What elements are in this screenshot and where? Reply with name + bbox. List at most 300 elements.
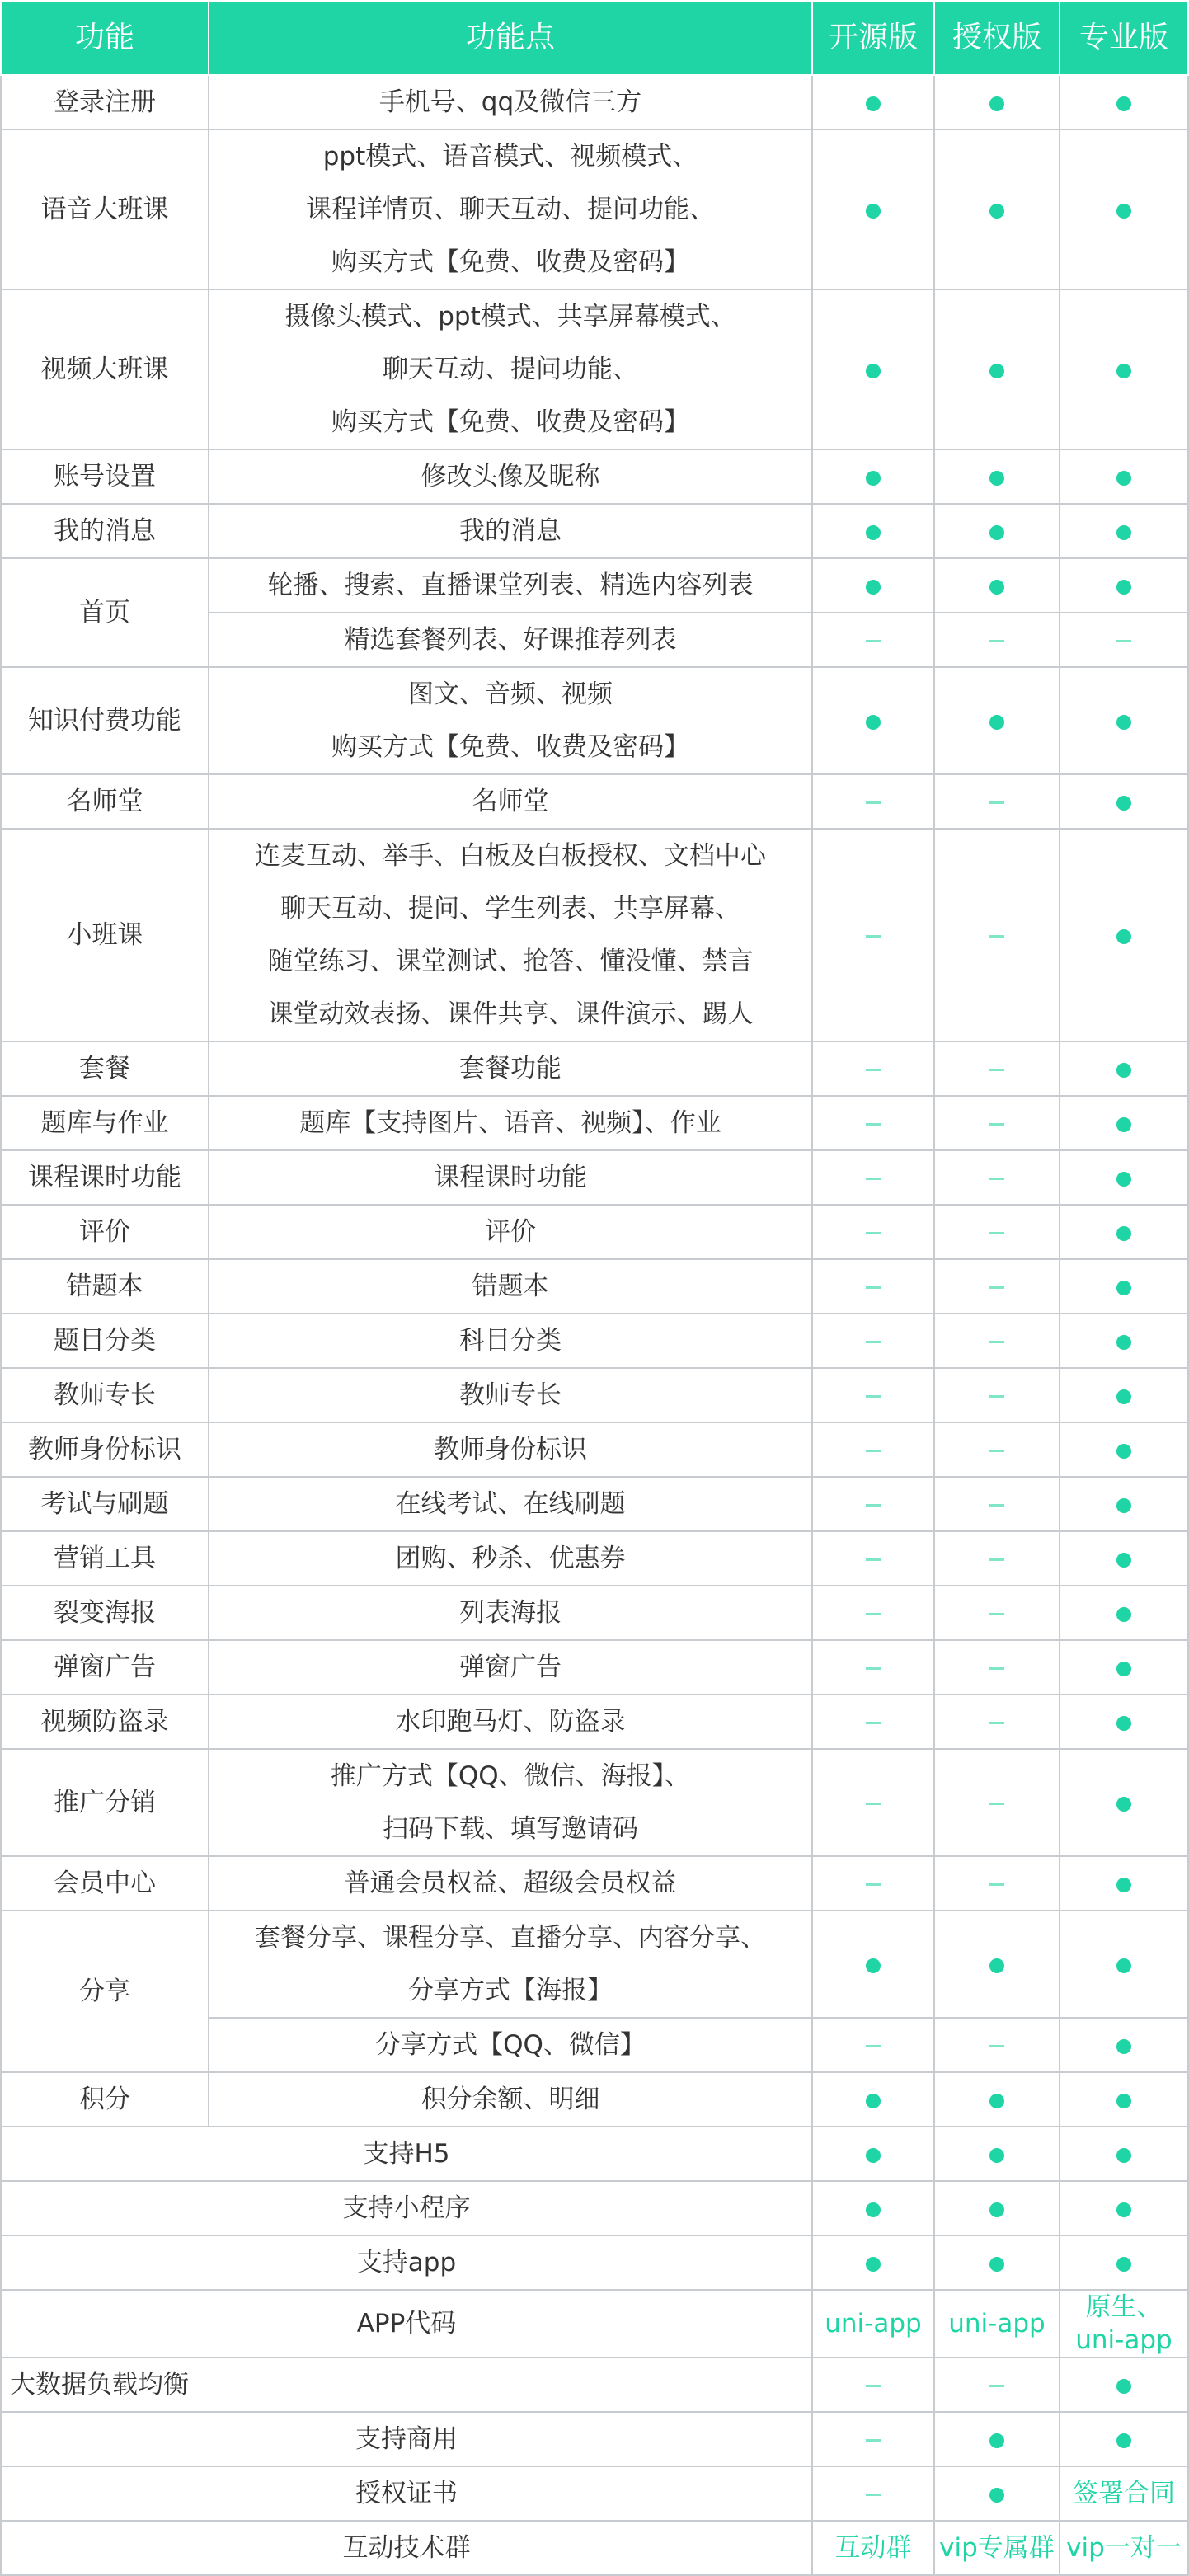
supported-dot-icon xyxy=(866,1958,881,1973)
table-row xyxy=(1,1586,1188,1640)
unsupported-dash-icon xyxy=(989,1803,1004,1805)
supported-dot-icon xyxy=(989,715,1004,730)
cell-pro xyxy=(1060,774,1188,829)
cell-licensed xyxy=(934,2412,1060,2466)
cell-text: 互动群 xyxy=(834,2533,912,2563)
unsupported-dash-icon xyxy=(866,1667,881,1670)
cell-licensed xyxy=(934,129,1060,289)
cell-pro xyxy=(1060,1856,1188,1911)
table-row xyxy=(1,2412,1188,2466)
feature-point-line: 分享方式【海报】 xyxy=(408,1976,613,2005)
cell-licensed xyxy=(934,1096,1060,1150)
cell-licensed xyxy=(934,1911,1060,2018)
table-row xyxy=(1,1749,1188,1856)
supported-dot-icon xyxy=(866,2257,881,2272)
supported-dot-icon xyxy=(1116,1607,1131,1622)
feature-points xyxy=(209,2072,812,2127)
supported-dot-icon xyxy=(989,204,1004,219)
unsupported-dash-icon xyxy=(989,2045,1004,2047)
cell-open xyxy=(812,289,934,449)
unsupported-dash-icon xyxy=(866,1232,881,1234)
cell-pro xyxy=(1060,2018,1188,2072)
feature-points xyxy=(209,829,812,1041)
supported-dot-icon xyxy=(1116,1797,1131,1812)
unsupported-dash-icon xyxy=(989,1069,1004,1071)
cell-licensed xyxy=(934,1477,1060,1531)
cell-pro xyxy=(1060,2235,1188,2290)
table-row xyxy=(1,2521,1188,2575)
cell-pro xyxy=(1060,289,1188,449)
cell-licensed xyxy=(934,2521,1060,2575)
unsupported-dash-icon xyxy=(866,2045,881,2047)
feature-point-line: 团购、秒杀、优惠券 xyxy=(395,1544,626,1573)
cell-open xyxy=(812,1041,934,1096)
supported-dot-icon xyxy=(1116,471,1131,486)
cell-open xyxy=(812,2412,934,2466)
supported-dot-icon xyxy=(1116,2202,1131,2217)
cell-licensed xyxy=(934,1586,1060,1640)
cell-open xyxy=(812,558,934,613)
feature-name: 登录注册 xyxy=(1,75,209,129)
table-row xyxy=(1,1477,1188,1531)
feature-name: 支持H5 xyxy=(1,2127,812,2181)
supported-dot-icon xyxy=(866,2148,881,2163)
cell-open xyxy=(812,1314,934,1368)
cell-licensed xyxy=(934,75,1060,129)
table-row xyxy=(1,558,1188,613)
cell-licensed xyxy=(934,1422,1060,1477)
cell-pro xyxy=(1060,1695,1188,1749)
table-row xyxy=(1,504,1188,558)
unsupported-dash-icon xyxy=(989,1883,1004,1886)
feature-points xyxy=(209,1368,812,1422)
supported-dot-icon xyxy=(1116,525,1131,540)
cell-open xyxy=(812,1749,934,1856)
feature-point-line: 弹窗广告 xyxy=(459,1652,562,1682)
supported-dot-icon xyxy=(866,471,881,486)
table-row xyxy=(1,2072,1188,2127)
table-row xyxy=(1,2466,1188,2521)
supported-dot-icon xyxy=(866,96,881,111)
cell-pro xyxy=(1060,613,1188,667)
unsupported-dash-icon xyxy=(989,1722,1004,1724)
supported-dot-icon xyxy=(866,715,881,730)
cell-pro xyxy=(1060,2357,1188,2412)
table-row xyxy=(1,1640,1188,1695)
cell-open xyxy=(812,1531,934,1586)
feature-points xyxy=(209,1150,812,1205)
cell-pro xyxy=(1060,504,1188,558)
table-row xyxy=(1,75,1188,129)
feature-name: APP代码 xyxy=(1,2290,812,2357)
cell-licensed xyxy=(934,2290,1060,2357)
unsupported-dash-icon xyxy=(866,1123,881,1126)
cell-pro xyxy=(1060,1531,1188,1586)
cell-pro xyxy=(1060,558,1188,613)
cell-pro xyxy=(1060,1911,1188,2018)
supported-dot-icon xyxy=(866,204,881,219)
cell-licensed xyxy=(934,667,1060,774)
feature-points xyxy=(209,1096,812,1150)
feature-points xyxy=(209,1314,812,1368)
table-row xyxy=(1,1695,1188,1749)
cell-open xyxy=(812,504,934,558)
supported-dot-icon xyxy=(1116,2094,1131,2108)
feature-name: 题目分类 xyxy=(1,1314,209,1368)
table-row xyxy=(1,1259,1188,1314)
cell-open xyxy=(812,667,934,774)
cell-pro xyxy=(1060,2072,1188,2127)
cell-open xyxy=(812,1477,934,1531)
table-row xyxy=(1,1531,1188,1586)
feature-points xyxy=(209,2018,812,2072)
unsupported-dash-icon xyxy=(989,1667,1004,1670)
cell-open xyxy=(812,613,934,667)
supported-dot-icon xyxy=(989,364,1004,378)
cell-licensed xyxy=(934,1314,1060,1368)
cell-licensed xyxy=(934,774,1060,829)
unsupported-dash-icon xyxy=(866,1803,881,1805)
cell-licensed xyxy=(934,2235,1060,2290)
feature-points xyxy=(209,129,812,289)
feature-point-line: 轮播、搜索、直播课堂列表、精选内容列表 xyxy=(267,571,754,600)
supported-dot-icon xyxy=(866,364,881,378)
cell-licensed xyxy=(934,2127,1060,2181)
table-row xyxy=(1,2235,1188,2290)
feature-point-line: 课程详情页、聊天互动、提问功能、 xyxy=(306,195,715,224)
supported-dot-icon xyxy=(989,525,1004,540)
table-row xyxy=(1,1911,1188,2018)
feature-points xyxy=(209,289,812,449)
supported-dot-icon xyxy=(866,2094,881,2108)
feature-point-line: 聊天互动、提问、学生列表、共享屏幕、 xyxy=(280,894,740,924)
feature-name: 裂变海报 xyxy=(1,1586,209,1640)
table-row xyxy=(1,1096,1188,1150)
table-row xyxy=(1,1856,1188,1911)
unsupported-dash-icon xyxy=(989,1286,1004,1289)
unsupported-dash-icon xyxy=(989,801,1004,804)
cell-licensed xyxy=(934,1695,1060,1749)
feature-name: 支持小程序 xyxy=(1,2181,812,2235)
supported-dot-icon xyxy=(1116,1662,1131,1676)
unsupported-dash-icon xyxy=(866,1341,881,1343)
feature-point-line: 精选套餐列表、好课推荐列表 xyxy=(344,625,677,655)
feature-name: 推广分销 xyxy=(1,1749,209,1856)
unsupported-dash-icon xyxy=(989,1123,1004,1126)
feature-points xyxy=(209,1856,812,1911)
supported-dot-icon xyxy=(1116,364,1131,378)
feature-points xyxy=(209,1911,812,2018)
cell-open xyxy=(812,129,934,289)
feature-point-line: 聊天互动、提问功能、 xyxy=(383,355,638,384)
feature-points xyxy=(209,504,812,558)
cell-licensed xyxy=(934,1531,1060,1586)
feature-points xyxy=(209,774,812,829)
feature-points xyxy=(209,1422,812,1477)
unsupported-dash-icon xyxy=(866,1722,881,1724)
cell-open xyxy=(812,2235,934,2290)
cell-licensed xyxy=(934,504,1060,558)
feature-point-line: 名师堂 xyxy=(472,787,549,816)
feature-point-line: 连麦互动、举手、白板及白板授权、文档中心 xyxy=(255,841,766,871)
header-licensed: 授权版 xyxy=(934,1,1060,75)
cell-open xyxy=(812,2466,934,2521)
unsupported-dash-icon xyxy=(989,2385,1004,2387)
feature-name: 语音大班课 xyxy=(1,129,209,289)
cell-open xyxy=(812,2357,934,2412)
supported-dot-icon xyxy=(1116,1498,1131,1513)
table-row xyxy=(1,2181,1188,2235)
supported-dot-icon xyxy=(1116,715,1131,730)
feature-name: 互动技术群 xyxy=(1,2521,812,2575)
unsupported-dash-icon xyxy=(989,935,1004,938)
cell-open xyxy=(812,1259,934,1314)
cell-pro xyxy=(1060,2521,1188,2575)
feature-point-line: 课堂动效表扬、课件共享、课件演示、踢人 xyxy=(267,999,754,1029)
cell-pro xyxy=(1060,449,1188,504)
feature-name: 分享 xyxy=(1,1911,209,2072)
cell-licensed xyxy=(934,1041,1060,1096)
feature-name: 教师专长 xyxy=(1,1368,209,1422)
feature-point-line: 积分余额、明细 xyxy=(421,2085,600,2114)
cell-text: uni-app xyxy=(948,2309,1046,2339)
unsupported-dash-icon xyxy=(866,1178,881,1180)
table-row xyxy=(1,1041,1188,1096)
cell-open xyxy=(812,1695,934,1749)
cell-licensed xyxy=(934,1749,1060,1856)
feature-point-line: 摄像头模式、ppt模式、共享屏幕模式、 xyxy=(284,302,736,331)
cell-text: uni-app xyxy=(1075,2325,1173,2355)
supported-dot-icon xyxy=(1116,929,1131,944)
cell-licensed xyxy=(934,613,1060,667)
feature-point-line: 购买方式【免费、收费及密码】 xyxy=(331,407,689,437)
cell-open xyxy=(812,2521,934,2575)
feature-point-line: 购买方式【免费、收费及密码】 xyxy=(331,247,689,277)
cell-open xyxy=(812,2181,934,2235)
cell-open xyxy=(812,75,934,129)
feature-points xyxy=(209,1695,812,1749)
supported-dot-icon xyxy=(989,2257,1004,2272)
feature-points xyxy=(209,1749,812,1856)
feature-point-line: 题库【支持图片、语音、视频】、作业 xyxy=(299,1108,721,1138)
supported-dot-icon xyxy=(866,580,881,595)
cell-licensed xyxy=(934,1856,1060,1911)
feature-point-line: 推广方式【QQ、微信、海报】、 xyxy=(330,1761,691,1791)
supported-dot-icon xyxy=(866,525,881,540)
table-row xyxy=(1,2290,1188,2357)
supported-dot-icon xyxy=(1116,1172,1131,1187)
unsupported-dash-icon xyxy=(866,1504,881,1507)
cell-licensed xyxy=(934,1150,1060,1205)
unsupported-dash-icon xyxy=(989,1232,1004,1234)
supported-dot-icon xyxy=(1116,1063,1131,1078)
cell-pro xyxy=(1060,1096,1188,1150)
supported-dot-icon xyxy=(1116,796,1131,811)
cell-text: 签署合同 xyxy=(1073,2479,1175,2508)
cell-licensed xyxy=(934,289,1060,449)
supported-dot-icon xyxy=(1116,1226,1131,1241)
cell-open xyxy=(812,1368,934,1422)
unsupported-dash-icon xyxy=(866,1286,881,1289)
table-row xyxy=(1,129,1188,289)
supported-dot-icon xyxy=(1116,2433,1131,2448)
feature-point-line: 列表海报 xyxy=(459,1598,562,1628)
unsupported-dash-icon xyxy=(866,2439,881,2442)
cell-text: vip一对一 xyxy=(1066,2533,1182,2563)
feature-name: 评价 xyxy=(1,1205,209,1259)
feature-name: 错题本 xyxy=(1,1259,209,1314)
cell-pro xyxy=(1060,2181,1188,2235)
feature-name: 支持商用 xyxy=(1,2412,812,2466)
header-feature: 功能 xyxy=(1,1,209,75)
cell-pro xyxy=(1060,129,1188,289)
feature-name: 授权证书 xyxy=(1,2466,812,2521)
table-row xyxy=(1,1422,1188,1477)
supported-dot-icon xyxy=(1116,2379,1131,2394)
cell-licensed xyxy=(934,1259,1060,1314)
supported-dot-icon xyxy=(866,2202,881,2217)
supported-dot-icon xyxy=(1116,204,1131,219)
feature-name: 弹窗广告 xyxy=(1,1640,209,1695)
feature-point-line: 套餐功能 xyxy=(459,1054,562,1084)
feature-points xyxy=(209,1259,812,1314)
cell-pro xyxy=(1060,667,1188,774)
cell-open xyxy=(812,2127,934,2181)
cell-licensed xyxy=(934,1368,1060,1422)
feature-points xyxy=(209,75,812,129)
supported-dot-icon xyxy=(989,2148,1004,2163)
feature-name: 小班课 xyxy=(1,829,209,1041)
supported-dot-icon xyxy=(1116,1958,1131,1973)
cell-licensed xyxy=(934,558,1060,613)
supported-dot-icon xyxy=(1116,1281,1131,1295)
cell-licensed xyxy=(934,2018,1060,2072)
feature-point-line: 错题本 xyxy=(472,1272,549,1301)
supported-dot-icon xyxy=(989,580,1004,595)
supported-dot-icon xyxy=(989,96,1004,111)
cell-licensed xyxy=(934,829,1060,1041)
supported-dot-icon xyxy=(989,2433,1004,2448)
cell-text: vip专属群 xyxy=(939,2533,1055,2563)
cell-open xyxy=(812,1586,934,1640)
feature-points xyxy=(209,667,812,774)
feature-name: 题库与作业 xyxy=(1,1096,209,1150)
cell-pro xyxy=(1060,1477,1188,1531)
cell-pro xyxy=(1060,2466,1188,2521)
feature-point-line: 普通会员权益、超级会员权益 xyxy=(344,1869,677,1898)
cell-open xyxy=(812,1640,934,1695)
unsupported-dash-icon xyxy=(1116,640,1131,642)
feature-name: 账号设置 xyxy=(1,449,209,504)
table-row xyxy=(1,449,1188,504)
unsupported-dash-icon xyxy=(989,1558,1004,1561)
cell-pro xyxy=(1060,1368,1188,1422)
table-row xyxy=(1,1150,1188,1205)
feature-point-line: 随堂练习、课堂测试、抢答、懂没懂、禁言 xyxy=(267,947,754,976)
table-row xyxy=(1,2127,1188,2181)
feature-points xyxy=(209,449,812,504)
supported-dot-icon xyxy=(989,2202,1004,2217)
unsupported-dash-icon xyxy=(989,1178,1004,1180)
unsupported-dash-icon xyxy=(989,1504,1004,1507)
table-header-row xyxy=(1,1,1188,75)
cell-text: uni-app xyxy=(825,2309,922,2339)
feature-name: 套餐 xyxy=(1,1041,209,1096)
cell-open xyxy=(812,1150,934,1205)
feature-name: 视频大班课 xyxy=(1,289,209,449)
feature-point-line: 水印跑马灯、防盗录 xyxy=(395,1707,626,1737)
cell-open xyxy=(812,2018,934,2072)
cell-open xyxy=(812,2290,934,2357)
unsupported-dash-icon xyxy=(989,1450,1004,1452)
feature-point-line: 教师身份标识 xyxy=(434,1435,587,1464)
table-body xyxy=(1,75,1188,2575)
unsupported-dash-icon xyxy=(866,640,881,642)
feature-name: 大数据负载均衡 xyxy=(1,2357,812,2412)
supported-dot-icon xyxy=(989,1958,1004,1973)
cell-open xyxy=(812,1911,934,2018)
cell-open xyxy=(812,774,934,829)
cell-licensed xyxy=(934,1205,1060,1259)
unsupported-dash-icon xyxy=(866,1883,881,1886)
feature-name: 会员中心 xyxy=(1,1856,209,1911)
supported-dot-icon xyxy=(1116,1389,1131,1404)
feature-point-line: 购买方式【免费、收费及密码】 xyxy=(331,732,689,762)
feature-point-line: 教师专长 xyxy=(459,1380,562,1410)
unsupported-dash-icon xyxy=(866,2494,881,2496)
feature-name: 首页 xyxy=(1,558,209,667)
header-points: 功能点 xyxy=(209,1,812,75)
unsupported-dash-icon xyxy=(866,1395,881,1398)
cell-pro xyxy=(1060,1150,1188,1205)
cell-pro xyxy=(1060,1586,1188,1640)
cell-pro xyxy=(1060,1205,1188,1259)
feature-points xyxy=(209,1640,812,1695)
cell-pro xyxy=(1060,829,1188,1041)
feature-name: 我的消息 xyxy=(1,504,209,558)
table-row xyxy=(1,289,1188,449)
cell-licensed xyxy=(934,1640,1060,1695)
supported-dot-icon xyxy=(989,471,1004,486)
unsupported-dash-icon xyxy=(989,1613,1004,1615)
feature-point-line: 我的消息 xyxy=(459,516,562,546)
feature-point-line: 在线考试、在线刷题 xyxy=(395,1489,626,1519)
cell-open xyxy=(812,449,934,504)
cell-licensed xyxy=(934,2466,1060,2521)
supported-dot-icon xyxy=(989,2094,1004,2108)
cell-licensed xyxy=(934,2357,1060,2412)
unsupported-dash-icon xyxy=(866,1613,881,1615)
unsupported-dash-icon xyxy=(866,801,881,804)
cell-licensed xyxy=(934,2072,1060,2127)
header-pro: 专业版 xyxy=(1060,1,1188,75)
supported-dot-icon xyxy=(989,2488,1004,2503)
table-row xyxy=(1,1314,1188,1368)
feature-name: 支持app xyxy=(1,2235,812,2290)
cell-pro xyxy=(1060,1259,1188,1314)
feature-point-line: 课程课时功能 xyxy=(434,1163,587,1192)
cell-licensed xyxy=(934,2181,1060,2235)
cell-text: 原生、 xyxy=(1085,2292,1163,2322)
supported-dot-icon xyxy=(1116,1444,1131,1459)
feature-name: 营销工具 xyxy=(1,1531,209,1586)
cell-pro xyxy=(1060,1749,1188,1856)
feature-name: 视频防盗录 xyxy=(1,1695,209,1749)
supported-dot-icon xyxy=(1116,1716,1131,1731)
table-row xyxy=(1,829,1188,1041)
cell-pro xyxy=(1060,2412,1188,2466)
header-open: 开源版 xyxy=(812,1,934,75)
